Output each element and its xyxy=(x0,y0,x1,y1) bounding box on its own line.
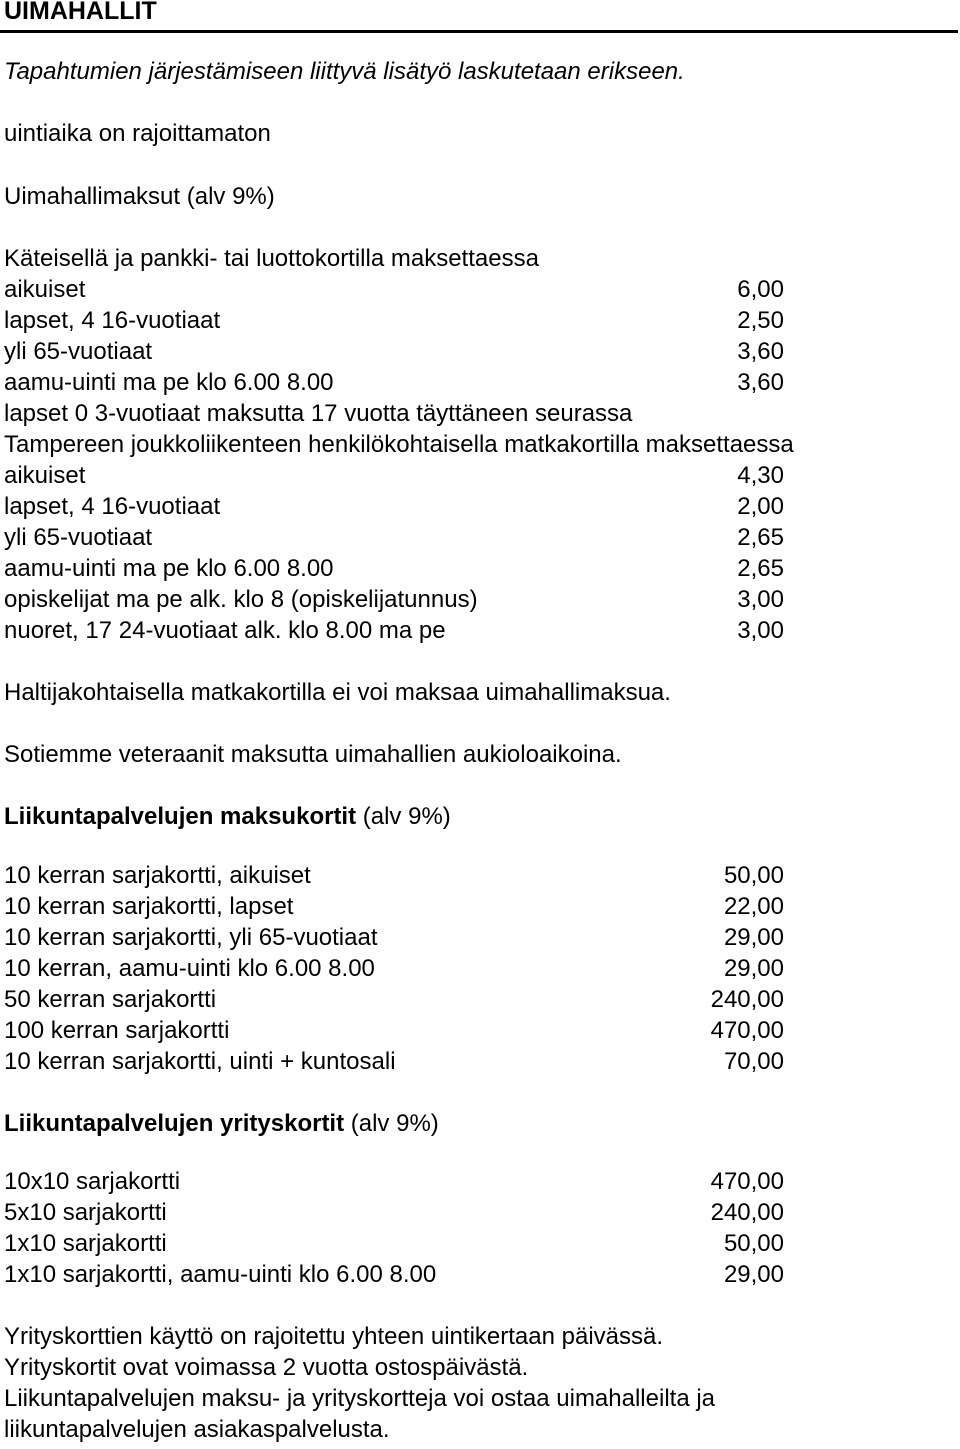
price-row-value: 240,00 xyxy=(710,986,784,1013)
price-row-value: 29,00 xyxy=(723,955,784,982)
price-row-label: aamu-uinti ma pe klo 6.00 8.00 xyxy=(4,555,334,582)
company-cards-title-bold: Liikuntapalvelujen yrityskortit xyxy=(4,1110,345,1137)
price-row-value: 29,00 xyxy=(723,1261,784,1288)
price-row-label: lapset, 4 16-vuotiaat xyxy=(4,493,221,520)
price-row-label: 10 kerran sarjakortti, aikuiset xyxy=(4,862,311,889)
free-kids-note: lapset 0 3-vuotiaat maksutta 17 vuotta täyttäneen seurassa xyxy=(4,400,633,427)
price-row-label: 10 kerran sarjakortti, lapset xyxy=(4,893,294,920)
cash-heading: Käteisellä ja pankki- tai luottokortilla maksettaessa xyxy=(4,245,539,272)
intro-note: Tapahtumien järjestämiseen liittyvä lisätyö laskutetaan erikseen. xyxy=(4,58,685,85)
price-row-value: 70,00 xyxy=(723,1048,784,1075)
price-row-value: 2,65 xyxy=(737,524,784,551)
price-row-value: 2,00 xyxy=(737,493,784,520)
price-row-value: 3,00 xyxy=(737,617,784,644)
price-row-value: 2,65 xyxy=(737,555,784,582)
price-row-value: 3,60 xyxy=(737,338,784,365)
price-row-value: 3,60 xyxy=(737,369,784,396)
company-note: liikuntapalvelujen asiakaspalvelusta. xyxy=(4,1416,390,1443)
price-row-label: 10x10 sarjakortti xyxy=(4,1168,181,1195)
swim-time-note: uintiaika on rajoittamaton xyxy=(4,120,271,147)
fee-cards-title-bold: Liikuntapalvelujen maksukortit xyxy=(4,803,357,830)
price-row-label: 100 kerran sarjakortti xyxy=(4,1017,230,1044)
company-note: Liikuntapalvelujen maksu- ja yrityskortteja voi ostaa uimahalleilta ja xyxy=(4,1385,716,1412)
price-row-label: yli 65-vuotiaat xyxy=(4,524,153,551)
price-row-value: 50,00 xyxy=(723,862,784,889)
company-cards-title-vat: (alv 9%) xyxy=(344,1110,439,1137)
price-row-label: 10 kerran, aamu-uinti klo 6.00 8.00 xyxy=(4,955,375,982)
price-row-label: aikuiset xyxy=(4,462,86,489)
price-row-label: yli 65-vuotiaat xyxy=(4,338,153,365)
price-row-label: 5x10 sarjakortti xyxy=(4,1199,167,1226)
card-heading: Tampereen joukkoliikenteen henkilökohtaisella matkakortilla maksettaessa xyxy=(4,431,794,458)
price-row-label: 50 kerran sarjakortti xyxy=(4,986,217,1013)
price-row-value: 4,30 xyxy=(737,462,784,489)
page-title: UIMAHALLIT xyxy=(4,0,157,25)
price-row-value: 22,00 xyxy=(723,893,784,920)
price-row-value: 29,00 xyxy=(723,924,784,951)
hall-fees-title xyxy=(4,182,275,212)
company-cards-title xyxy=(4,1109,439,1139)
company-note: Yrityskorttien käyttö on rajoitettu yhteen uintikertaan päivässä. xyxy=(4,1323,664,1350)
company-note: Yrityskortit ovat voimassa 2 vuotta ostospäivästä. xyxy=(4,1354,529,1381)
fee-cards-title xyxy=(4,802,451,832)
hall-fees-title-bold: Uimahallimaksut ( xyxy=(4,183,195,210)
ticket-note: Haltijakohtaisella matkakortilla ei voi maksaa uimahallimaksua. xyxy=(4,679,671,706)
price-row-value: 240,00 xyxy=(710,1199,784,1226)
price-row-value: 6,00 xyxy=(737,276,784,303)
price-row-value: 470,00 xyxy=(710,1017,784,1044)
price-row-value: 2,50 xyxy=(737,307,784,334)
fee-cards-title-vat: (alv 9%) xyxy=(356,803,451,830)
hall-fees-title-vat: alv 9%) xyxy=(194,183,275,210)
veterans-note: Sotiemme veteraanit maksutta uimahallien aukioloaikoina. xyxy=(4,741,622,768)
price-row-label: lapset, 4 16-vuotiaat xyxy=(4,307,221,334)
price-row-value: 50,00 xyxy=(723,1230,784,1257)
price-row-label: nuoret, 17 24-vuotiaat alk. klo 8.00 ma pe xyxy=(4,617,446,644)
price-row-value: 3,00 xyxy=(737,586,784,613)
price-row-label: aamu-uinti ma pe klo 6.00 8.00 xyxy=(4,369,334,396)
price-row-label: 10 kerran sarjakortti, uinti + kuntosali xyxy=(4,1048,396,1075)
price-row-value: 470,00 xyxy=(710,1168,784,1195)
price-row-label: 10 kerran sarjakortti, yli 65-vuotiaat xyxy=(4,924,378,951)
price-row-label: opiskelijat ma pe alk. klo 8 (opiskelijatunnus) xyxy=(4,586,478,613)
price-row-label: 1x10 sarjakortti xyxy=(4,1230,167,1257)
title-divider xyxy=(0,30,958,33)
price-row-label: 1x10 sarjakortti, aamu-uinti klo 6.00 8.00 xyxy=(4,1261,437,1288)
price-row-label: aikuiset xyxy=(4,276,86,303)
